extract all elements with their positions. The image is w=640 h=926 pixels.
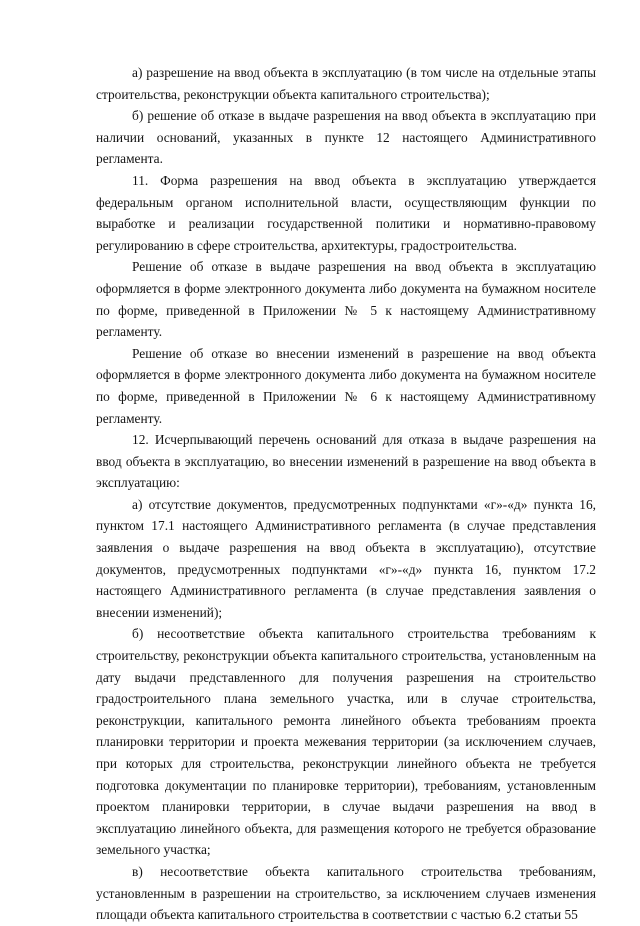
- paragraph-12v-nonconformity-permit: в) несоответствие объекта капитального строительства требованиям, установленным в разрешении на строительство, за исключением случаев изменения площади объекта капитального строительства в соответствии с частью 6.2 статьи 55: [96, 863, 596, 923]
- document-body: [96, 62, 596, 926]
- paragraph-refusal-form: Решение об отказе в выдаче разрешения на ввод объекта в эксплуатацию оформляется в форме электронного документа либо документа на бумажном носителе по форме, приведенной в Приложении № 5 к настоящему Административному регламенту.: [96, 259, 596, 340]
- paragraph-12a-missing-documents: а) отсутствие документов, предусмотренных подпунктами «г»-«д» пункта 16, пунктом 17.1 настоящего Административного регламента (в случае представления заявления о выдаче разрешения на ввод объекта в эксплуатацию), отсутствие документов, предусмотренных подпунктами «г»-«д» пункта 16, пунктом 17.2 настоящего Административного регламента (в случае представления заявления о внесении изменений);: [96, 496, 596, 620]
- paragraph-2a-permit: а) разрешение на ввод объекта в эксплуатацию (в том числе на отдельные этапы строительства, реконструкции объекта капитального строительства);: [96, 65, 596, 102]
- paragraph-12b-nonconformity: б) несоответствие объекта капитального строительства требованиям к строительству, реконструкции объекта капитального строительства, установленным на дату выдачи представленного для получения разрешения на строительство градостроительного плана земельного участка, или в случае строительства, реконструкции, капитального ремонта линейного объекта требованиям проекта планировки территории и проекта межевания территории (за исключением случаев, при которых для строительства, реконструкции линейного объекта не требуется подготовка документации по планировке территории), требованиям, установленным проектом планировки территории, в случае выдачи разрешения на ввод в эксплуатацию линейного объекта, для размещения которого не требуется образование земельного участка;: [96, 626, 596, 858]
- paragraph-12-grounds-list: 12. Исчерпывающий перечень оснований для отказа в выдаче разрешения на ввод объекта в эксплуатацию, во внесении изменений в разрешение на ввод объекта в эксплуатацию:: [96, 432, 596, 491]
- paragraph-amendment-refusal-form: Решение об отказе во внесении изменений в разрешение на ввод объекта оформляется в форме электронного документа либо документа на бумажном носителе по форме, приведенной в Приложении № 6 к настоящему Административному регламенту.: [96, 345, 596, 426]
- paragraph-11-permit-form: 11. Форма разрешения на ввод объекта в эксплуатацию утверждается федеральным органом исполнительной власти, осуществляющим функции по выработке и реализации государственной политики и нормативно-правовому регулированию в сфере строительства, архитектуры, градостроительства.: [96, 172, 596, 253]
- paragraph-2b-refusal: б) решение об отказе в выдаче разрешения на ввод объекта в эксплуатацию при наличии оснований, указанных в пункте 12 настоящего Административного регламента.: [96, 108, 596, 167]
